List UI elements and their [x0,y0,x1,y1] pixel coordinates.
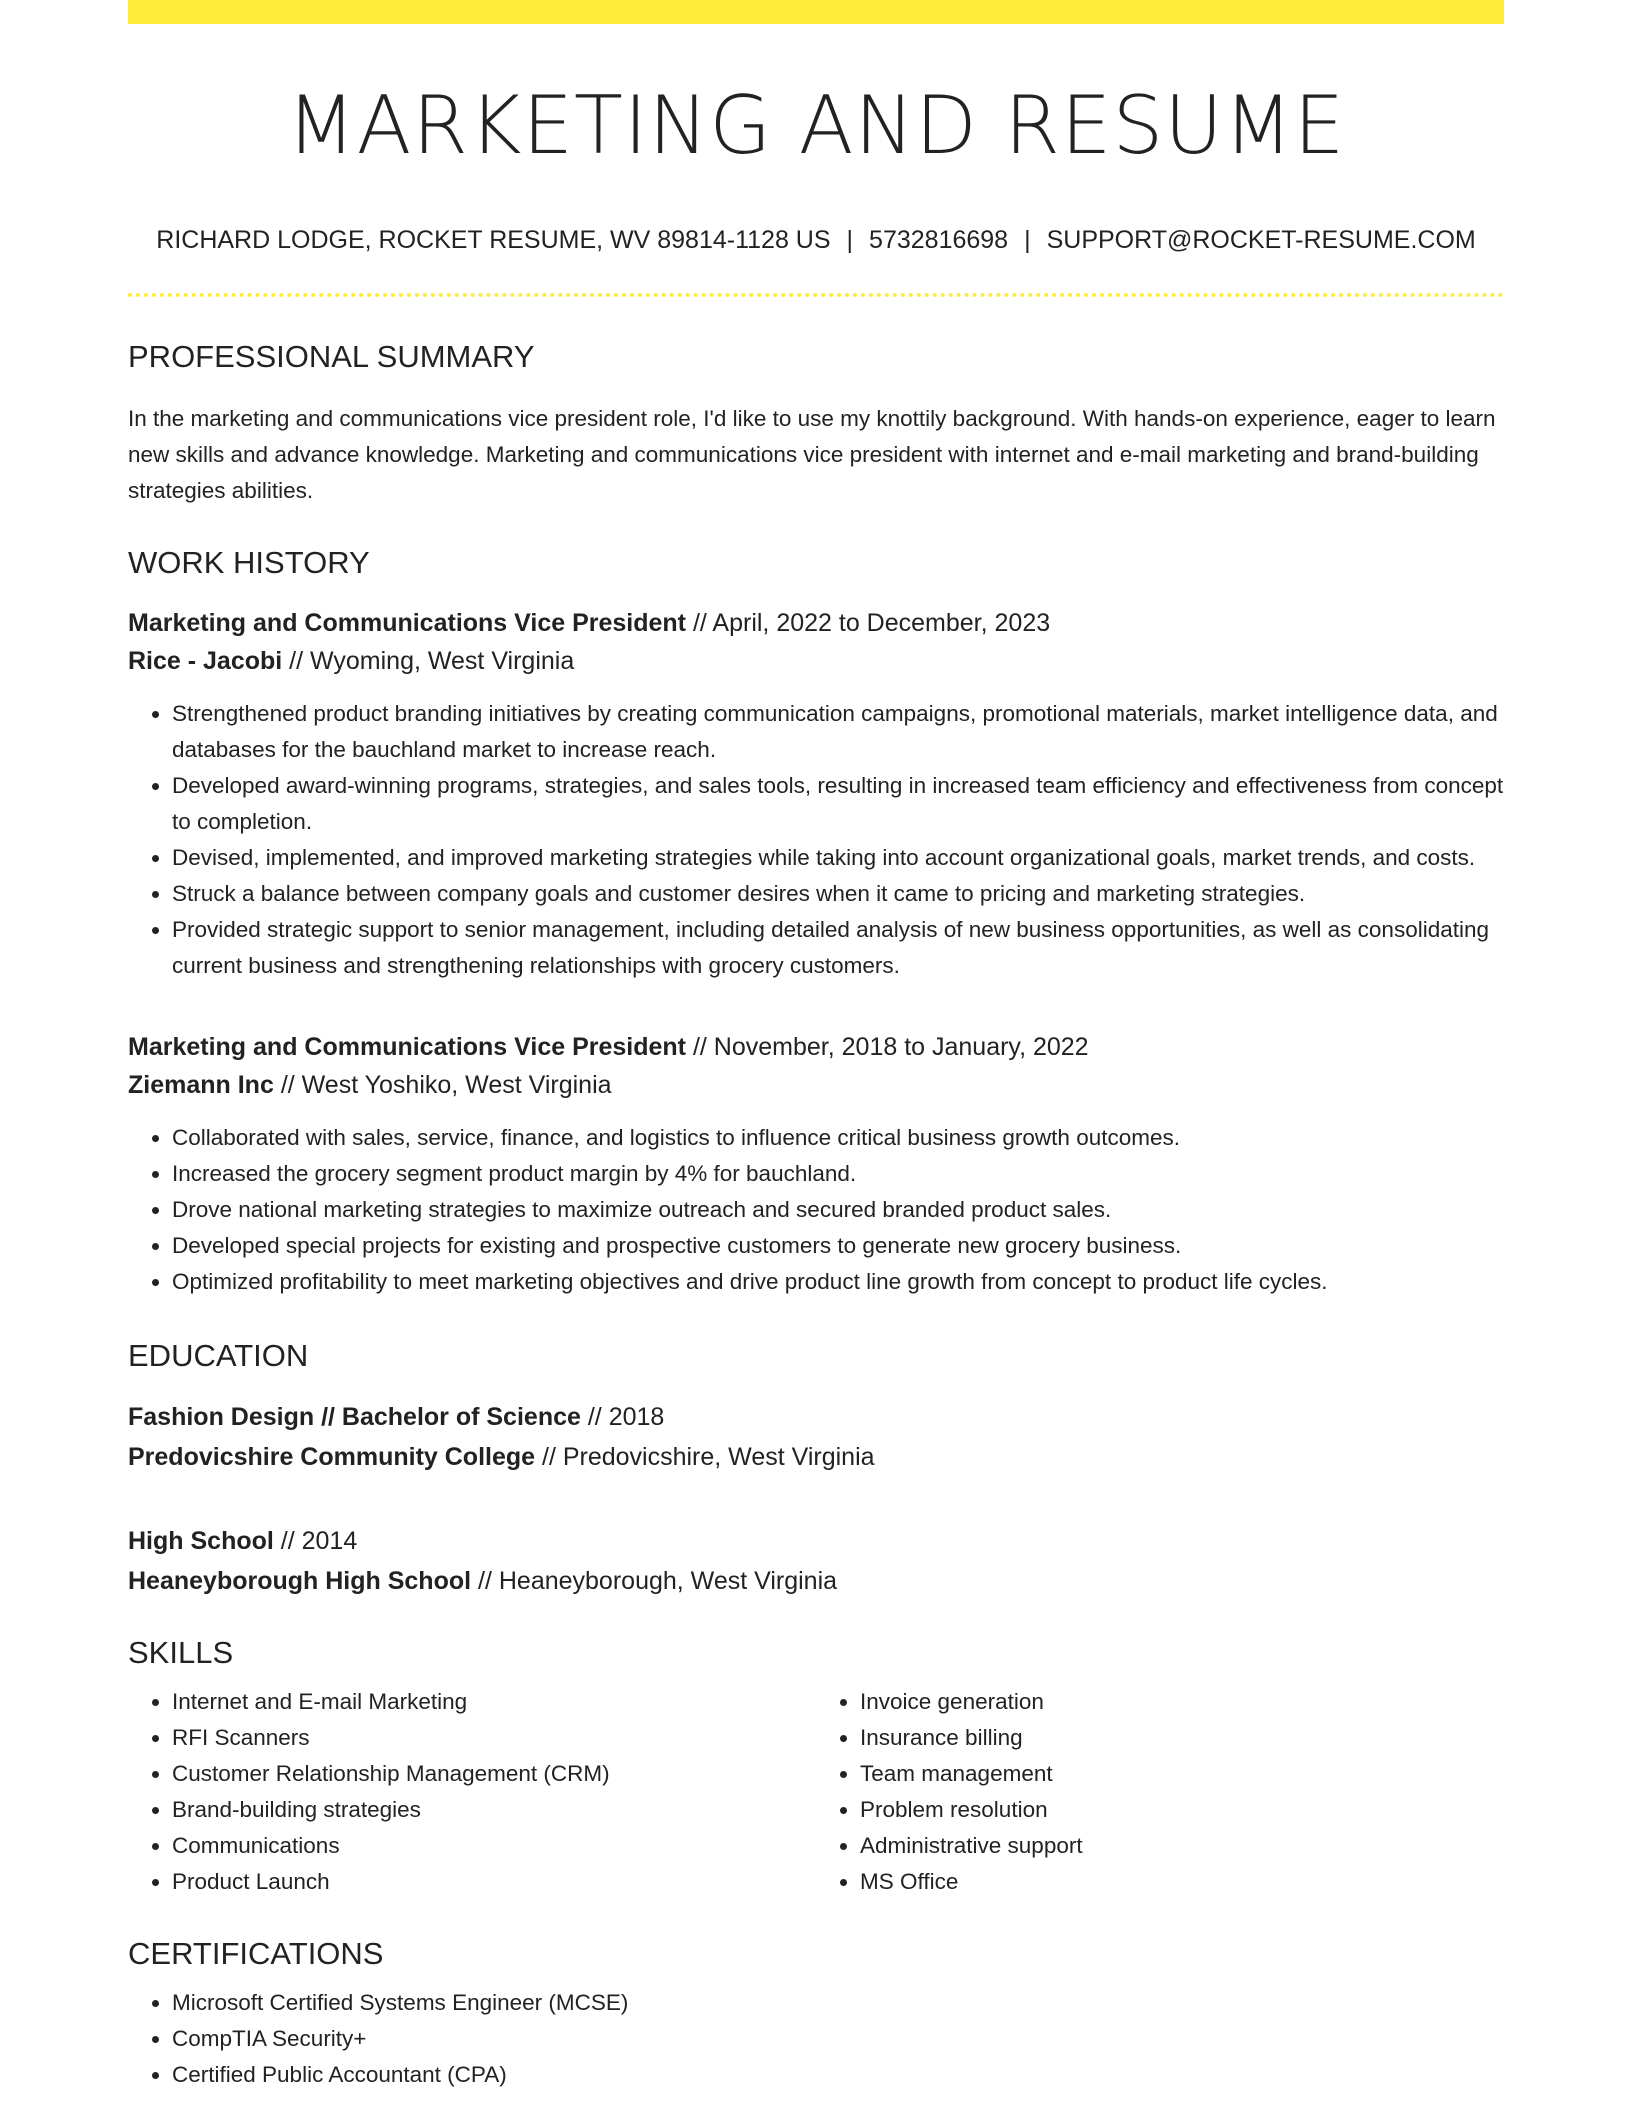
job-dates: // November, 2018 to January, 2022 [686,1033,1089,1061]
skills-list-left [128,1684,816,1900]
skills-grid [128,1684,1504,1900]
list-item: • Developed award-winning programs, strategies, and sales tools, resulting in increased team efficiency and effectiveness from concept to completion. [172,768,1504,840]
job-dates: // April, 2022 to December, 2023 [686,609,1051,637]
list-item: • Administrative support [860,1828,1504,1864]
contact-separator: | [846,226,854,254]
list-item: • MS Office [860,1864,1504,1900]
skills-heading: SKILLS [128,1635,234,1670]
job-title-line [128,604,1504,642]
resume-page [128,0,1504,2112]
job-company-line [128,1066,1504,1104]
contact-email: SUPPORT@ROCKET-RESUME.COM [1046,226,1476,254]
list-item: • Increased the grocery segment product margin by 4% for bauchland. [172,1156,1504,1192]
list-item: • CompTIA Security+ [172,2021,1504,2057]
list-item: • Internet and E-mail Marketing [172,1684,816,1720]
list-item: • Certified Public Accountant (CPA) [172,2057,1504,2093]
list-item: • Drove national marketing strategies to maximize outreach and secured branded product sales. [172,1192,1504,1228]
education-entry [128,1397,1504,1477]
list-item: • Invoice generation [860,1684,1504,1720]
job-duties-list [128,696,1504,984]
education-location: // Heaneyborough, West Virginia [471,1567,838,1595]
dotted-divider [128,293,1504,297]
contact-separator: | [1024,226,1031,254]
list-item: • Strengthened product branding initiatives by creating communication campaigns, promotional materials, market intelligence data, and databases for the bauchland market to increase reach. [172,696,1504,768]
skills-list-right [816,1684,1504,1900]
work-history-heading: WORK HISTORY [128,545,370,580]
list-item: • Collaborated with sales, service, finance, and logistics to influence critical business growth outcomes. [172,1120,1504,1156]
list-item: • Problem resolution [860,1792,1504,1828]
job-company: Rice - Jacobi [128,647,283,675]
education-year: // 2018 [580,1403,665,1431]
education-location: // Predovicshire, West Virginia [535,1443,875,1471]
top-accent-bar [128,0,1504,24]
certifications-list [128,1985,1504,2093]
list-item: • Optimized profitability to meet marketing objectives and drive product line growth from concept to product life cycles. [172,1264,1504,1300]
job-duties-list [128,1120,1504,1300]
education-year: // 2014 [273,1527,358,1555]
list-item: • Brand-building strategies [172,1792,816,1828]
job-entry [128,1028,1504,1300]
summary-text: In the marketing and communications vice president role, I'd like to use my knottily background. With hands-on experience, eager to learn new skills and advance knowledge. Marketing and communications vice president with internet and e-mail marketing and brand-building strategies abilities. [128,406,1496,503]
list-item: • Customer Relationship Management (CRM) [172,1756,816,1792]
education-degree: Fashion Design // Bachelor of Science [128,1403,581,1431]
list-item: • Insurance billing [860,1720,1504,1756]
education-school: Predovicshire Community College [128,1443,536,1471]
contact-phone: 5732816698 [869,226,1009,254]
job-location: // Wyoming, West Virginia [282,647,575,675]
education-degree: High School [128,1527,274,1555]
education-school-line [128,1437,1504,1477]
job-location: // West Yoshiko, West Virginia [273,1071,612,1099]
resume-title: MARKETING AND RESUME [286,79,1346,172]
contact-address: RICHARD LODGE, ROCKET RESUME, WV 89814-1128 US [156,226,831,254]
education-heading: EDUCATION [128,1338,309,1373]
job-title: Marketing and Communications Vice President [128,1033,687,1061]
job-title-line [128,1028,1504,1066]
list-item: • RFI Scanners [172,1720,816,1756]
job-title: Marketing and Communications Vice President [128,609,687,637]
education-degree-line [128,1521,1504,1561]
contact-line [128,226,1504,255]
list-item: • Team management [860,1756,1504,1792]
list-item: • Product Launch [172,1864,816,1900]
education-entry [128,1521,1504,1601]
list-item: • Developed special projects for existing and prospective customers to generate new grocery business. [172,1228,1504,1264]
job-entry [128,604,1504,984]
list-item: • Communications [172,1828,816,1864]
summary-heading: PROFESSIONAL SUMMARY [128,339,535,374]
list-item: • Devised, implemented, and improved marketing strategies while taking into account organizational goals, market trends, and costs. [172,840,1504,876]
job-company: Ziemann Inc [128,1071,274,1099]
job-company-line [128,642,1504,680]
list-item: • Microsoft Certified Systems Engineer (MCSE) [172,1985,1504,2021]
list-item: • Struck a balance between company goals and customer desires when it came to pricing and marketing strategies. [172,876,1504,912]
education-degree-line [128,1397,1504,1437]
education-school-line [128,1561,1504,1601]
education-school: Heaneyborough High School [128,1567,472,1595]
certifications-heading: CERTIFICATIONS [128,1936,384,1971]
list-item: • Provided strategic support to senior management, including detailed analysis of new business opportunities, as well as consolidating current business and strengthening relationships with grocery customers. [172,912,1504,984]
